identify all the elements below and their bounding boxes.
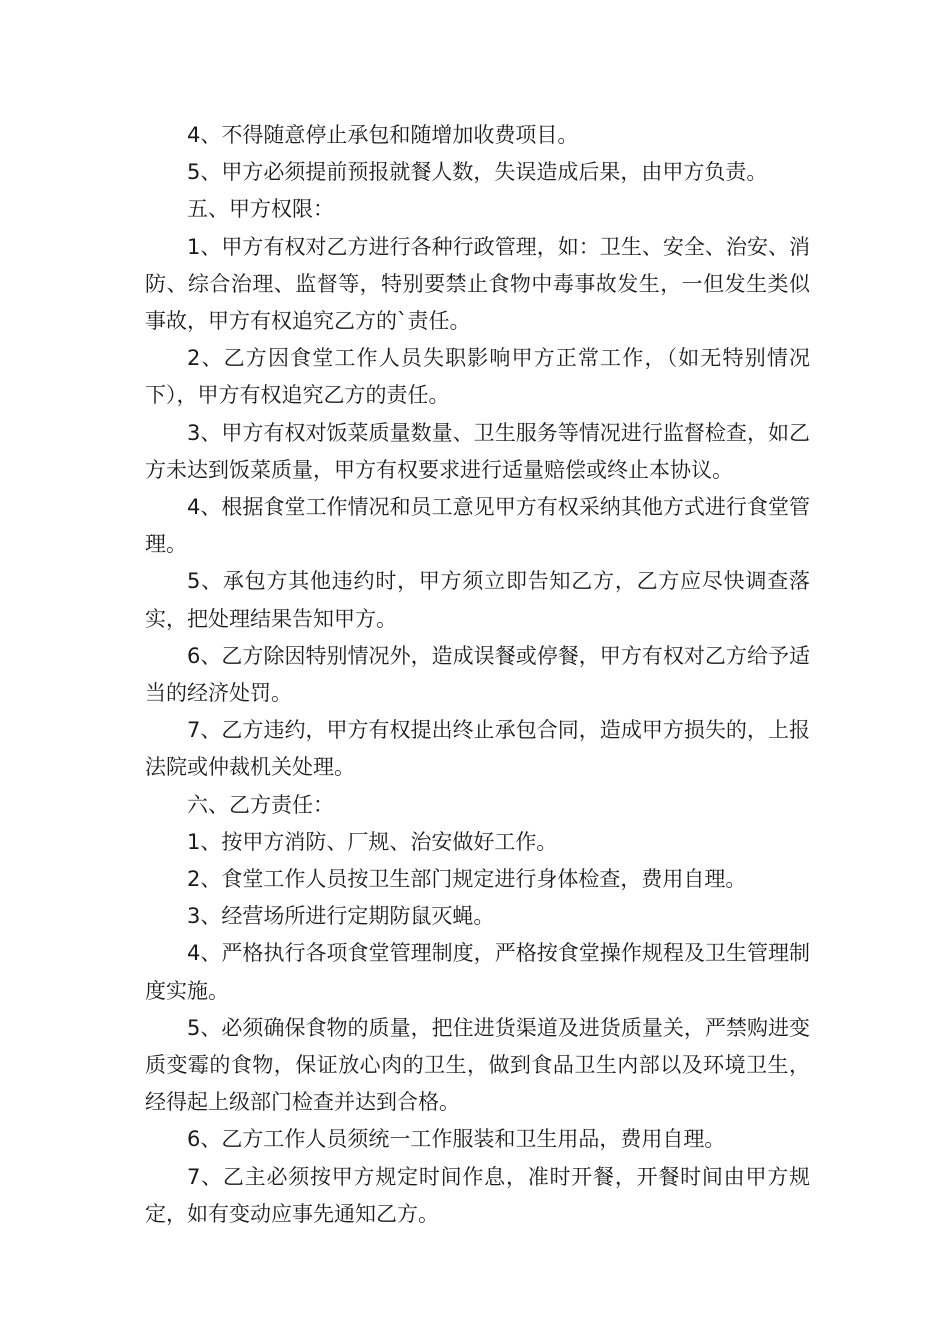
paragraph: 1、甲方有权对乙方进行各种行政管理，如：卫生、安全、治安、消防、综合治理、监督等，特别要禁止食物中毒事故发生，一但发生类似事故，甲方有权追究乙方的`责任。 (145, 234, 810, 334)
paragraph: 4、不得随意停止承包和随增加收费项目。 (187, 123, 579, 147)
paragraph: 1、按甲方消防、厂规、治安做好工作。 (187, 829, 558, 854)
section-heading: 六、乙方责任： (187, 792, 334, 817)
section-heading: 五、甲方权限： (187, 197, 334, 222)
document-body (145, 117, 810, 1233)
paragraph: 5、必须确保食物的质量，把住进货渠道及进货质量关，严禁购进变质变霉的食物，保证放心肉的卫生，做到食品卫生内部以及环境卫生，经得起上级部门检查并达到合格。 (145, 1015, 810, 1115)
paragraph: 4、严格执行各项食堂管理制度，严格按食堂操作规程及卫生管理制度实施。 (145, 941, 810, 1003)
paragraph: 7、乙方违约，甲方有权提出终止承包合同，造成甲方损失的，上报法院或仲裁机关处理。 (145, 718, 810, 780)
paragraph: 5、甲方必须提前预报就餐人数，失误造成后果，由甲方负责。 (187, 160, 768, 185)
paragraph: 6、乙方除因特别情况外，造成误餐或停餐，甲方有权对乙方给予适当的经济处罚。 (145, 643, 810, 706)
paragraph: 3、甲方有权对饭菜质量数量、卫生服务等情况进行监督检查，如乙方未达到饭菜质量，甲方有权要求进行适量赔偿或终止本协议。 (145, 420, 810, 482)
paragraph: 4、根据食堂工作情况和员工意见甲方有权采纳其他方式进行食堂管理。 (145, 495, 810, 557)
paragraph: 5、承包方其他违约时，甲方须立即告知乙方，乙方应尽快调查落实，把处理结果告知甲方。 (145, 569, 810, 631)
paragraph: 2、食堂工作人员按卫生部门规定进行身体检查，费用自理。 (187, 867, 747, 892)
paragraph: 7、乙主必须按甲方规定时间作息，准时开餐，开餐时间由甲方规定，如有变动应事先通知乙方。 (145, 1164, 810, 1226)
paragraph: 2、乙方因食堂工作人员失职影响甲方正常工作，（如无特别情况下），甲方有权追究乙方的责任。 (145, 346, 810, 408)
paragraph: 6、乙方工作人员须统一工作服装和卫生用品，费用自理。 (187, 1127, 726, 1152)
paragraph: 3、经营场所进行定期防鼠灭蝇。 (187, 904, 495, 929)
